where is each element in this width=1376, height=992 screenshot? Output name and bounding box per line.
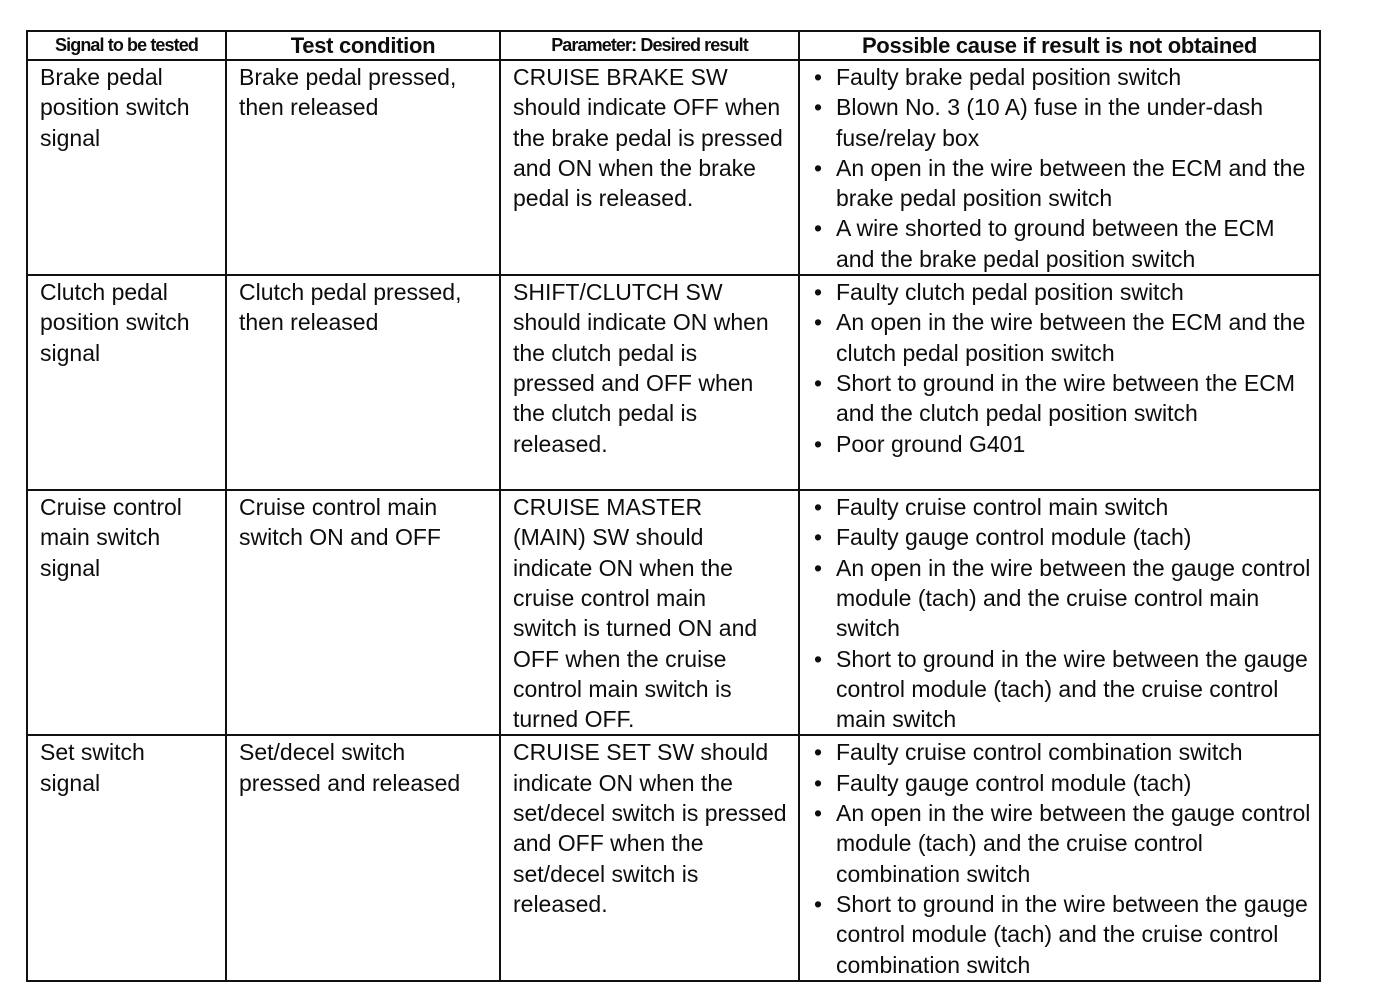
cause-item <box>814 92 1313 153</box>
cause-list <box>814 737 1313 979</box>
bullet-icon: • <box>814 524 823 551</box>
bullet-icon: • <box>814 430 823 457</box>
bullet-icon: • <box>814 215 823 242</box>
signal-cell <box>27 275 226 490</box>
cause-item <box>814 889 1313 980</box>
bullet-icon: • <box>814 494 823 521</box>
cause-item <box>814 153 1313 214</box>
cause-item <box>814 368 1313 429</box>
parameter-cell <box>500 275 799 490</box>
header-condition: Test condition <box>226 31 500 60</box>
table-row <box>27 490 1320 735</box>
signal-text: Set switch signal <box>40 739 145 796</box>
signal-cell <box>27 735 226 980</box>
cause-text: An open in the wire between the gauge control module (tach) and the cruise control combination switch <box>836 800 1311 887</box>
cause-text: Blown No. 3 (10 A) fuse in the under-dash fuse/relay box <box>836 94 1264 151</box>
parameter-cell <box>500 490 799 735</box>
cause-text: Short to ground in the wire between the gauge control module (tach) and the cruise control main switch <box>836 645 1308 733</box>
cause-text: Short to ground in the wire between the ECM and the clutch pedal position switch <box>836 369 1295 427</box>
cause-item <box>814 644 1313 735</box>
cause-item <box>814 522 1313 552</box>
cause-text: A wire shorted to ground between the ECM and the brake pedal position switch <box>836 215 1275 272</box>
cause-cell <box>799 275 1320 490</box>
cause-item <box>814 213 1313 274</box>
bullet-icon: • <box>814 279 823 306</box>
cause-cell <box>799 735 1320 980</box>
cause-list <box>814 277 1313 459</box>
cause-cell <box>799 60 1320 275</box>
condition-text: Clutch pedal pressed, then released <box>239 279 462 336</box>
cause-text: Poor ground G401 <box>836 430 1026 457</box>
cause-list <box>814 492 1313 734</box>
condition-cell <box>226 735 500 980</box>
bullet-icon: • <box>814 890 823 917</box>
condition-text: Cruise control main switch ON and OFF <box>239 494 441 551</box>
cause-text: An open in the wire between the ECM and the brake pedal position switch <box>836 154 1306 212</box>
condition-cell <box>226 60 500 275</box>
cause-item <box>814 429 1313 459</box>
parameter-text: CRUISE MASTER (MAIN) SW should indicate ON when the cruise control main switch is turned ON and OFF when the cruise control main switch is turned OFF. <box>513 494 758 733</box>
condition-text: Brake pedal pressed, then released <box>239 64 457 121</box>
bullet-icon: • <box>814 800 823 827</box>
header-cause: Possible cause if result is not obtained <box>799 31 1320 60</box>
header-parameter: Parameter: Desired result <box>500 31 799 60</box>
cause-cell <box>799 490 1320 735</box>
cause-item <box>814 62 1313 92</box>
cause-text: Short to ground in the wire between the gauge control module (tach) and the cruise control combination switch <box>836 890 1308 978</box>
parameter-text: CRUISE BRAKE SW should indicate OFF when the brake pedal is pressed and ON when the brake pedal is released. <box>513 64 783 212</box>
cause-text: Faulty gauge control module (tach) <box>836 524 1192 551</box>
bullet-icon: • <box>814 645 823 672</box>
bullet-icon: • <box>814 369 823 396</box>
cause-item <box>814 307 1313 368</box>
bullet-icon: • <box>814 309 823 336</box>
cause-text: Faulty gauge control module (tach) <box>836 769 1192 796</box>
bullet-icon: • <box>814 64 823 90</box>
condition-text: Set/decel switch pressed and released <box>239 739 461 796</box>
cause-text: Faulty cruise control combination switch <box>836 739 1243 766</box>
bullet-icon: • <box>814 94 823 121</box>
signal-text: Clutch pedal position switch signal <box>40 279 190 366</box>
parameter-cell <box>500 60 799 275</box>
cause-text: An open in the wire between the ECM and the clutch pedal position switch <box>836 309 1306 366</box>
bullet-icon: • <box>814 554 823 581</box>
table-row <box>27 60 1320 275</box>
cause-text: Faulty brake pedal position switch <box>836 64 1182 90</box>
cause-text: Faulty cruise control main switch <box>836 494 1169 521</box>
parameter-text: SHIFT/CLUTCH SW should indicate ON when the clutch pedal is pressed and OFF when the clutch pedal is released. <box>513 279 769 457</box>
cause-item <box>814 553 1313 644</box>
cause-item <box>814 277 1313 307</box>
cause-item <box>814 768 1313 798</box>
parameter-text: CRUISE SET SW should indicate ON when the set/decel switch is pressed and OFF when the set/decel switch is released. <box>513 739 787 917</box>
table-header-row <box>27 31 1320 60</box>
cause-item <box>814 737 1313 767</box>
signal-text: Brake pedal position switch signal <box>40 64 190 151</box>
condition-cell <box>226 490 500 735</box>
cause-item <box>814 492 1313 522</box>
bullet-icon: • <box>814 154 823 181</box>
signal-cell <box>27 490 226 735</box>
signal-text: Cruise control main switch signal <box>40 494 182 581</box>
bullet-icon: • <box>814 769 823 796</box>
header-signal: Signal to be tested <box>27 31 226 60</box>
cause-text: An open in the wire between the gauge control module (tach) and the cruise control main switch <box>836 554 1311 642</box>
diagnostic-table <box>26 30 1321 982</box>
cause-text: Faulty clutch pedal position switch <box>836 279 1184 306</box>
table-row <box>27 735 1320 980</box>
condition-cell <box>226 275 500 490</box>
cause-item <box>814 798 1313 889</box>
parameter-cell <box>500 735 799 980</box>
table-row <box>27 275 1320 490</box>
cause-list <box>814 62 1313 274</box>
signal-cell <box>27 60 226 275</box>
bullet-icon: • <box>814 739 823 766</box>
